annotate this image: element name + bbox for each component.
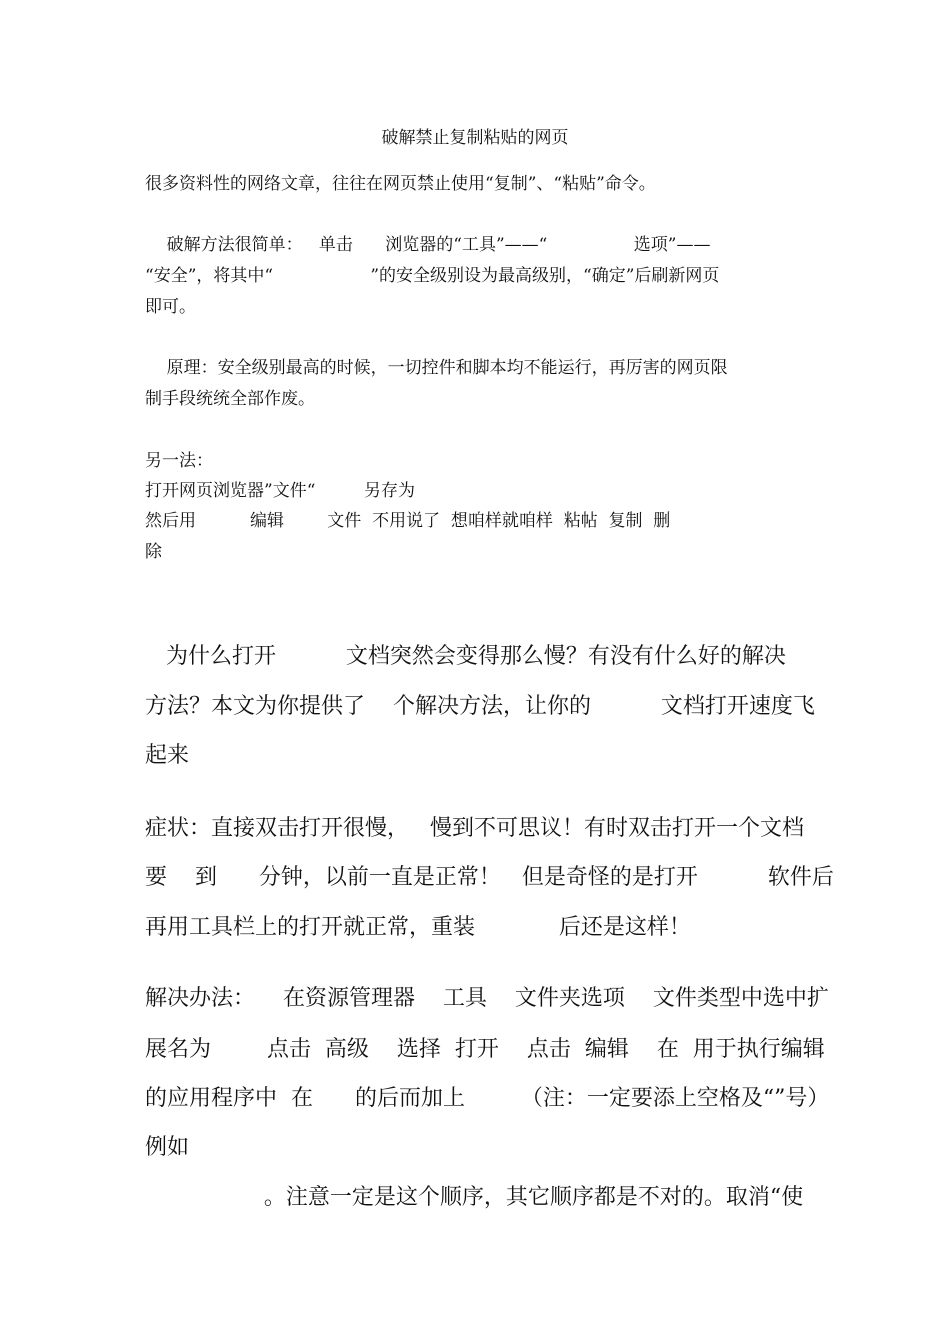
solution-line-5: 。注意一定是这个顺序，其它顺序都是不对的。取消“使	[145, 1185, 804, 1210]
symptom-line-2: 要 到 分钟，以前一直是正常！ 但是奇怪的是打开 软件后	[145, 865, 834, 890]
alt-method-heading: 另一法：	[145, 451, 213, 471]
symptom-line-1: 症状：直接双击打开很慢， 慢到不可思议！有时双击打开一个文档	[145, 816, 804, 841]
method-line-2: “安全”，将其中“ ”的安全级别设为最高级别，“确定”后刷新网页	[145, 266, 720, 286]
question-line-2: 方法？本文为你提供了 个解决方法，让你的 文档打开速度飞	[145, 694, 815, 719]
alt-method-line-2: 然后用 编辑 文件 不用说了 想咱样就咱样 粘帖 复制 删	[145, 511, 671, 531]
intro-line: 很多资料性的网络文章，往往在网页禁止使用“复制”、“粘贴”命令。	[145, 174, 656, 194]
question-line-1: 为什么打开 文档突然会变得那么慢？有没有什么好的解决	[145, 644, 786, 669]
principle-line-2: 制手段统统全部作废。	[145, 389, 315, 409]
alt-method-line-3: 除	[145, 542, 162, 562]
symptom-line-3: 再用工具栏上的打开就正常，重装 后还是这样！	[145, 915, 691, 940]
solution-line-1: 解决办法： 在资源管理器 工具 文件夹选项 文件类型中选中扩	[145, 986, 829, 1011]
question-line-3: 起来	[145, 743, 190, 768]
alt-method-line-1: 打开网页浏览器”文件“ 另存为	[145, 481, 416, 501]
principle-line-1: 原理：安全级别最高的时候，一切控件和脚本均不能运行，再厉害的网页限	[145, 358, 728, 378]
solution-line-4: 例如	[145, 1135, 190, 1160]
solution-line-2: 展名为 点击 高级 选择 打开 点击 编辑 在 用于执行编辑	[145, 1037, 825, 1062]
document-title: 破解禁止复制粘贴的网页	[381, 128, 569, 148]
method-line-3: 即可。	[145, 297, 196, 317]
method-line-1: 破解方法很简单： 单击 浏览器的“工具”——“ 选项”——	[145, 235, 711, 255]
solution-line-3: 的应用程序中 在 的后而加上 （注：一定要添上空格及“”号）	[145, 1086, 830, 1111]
